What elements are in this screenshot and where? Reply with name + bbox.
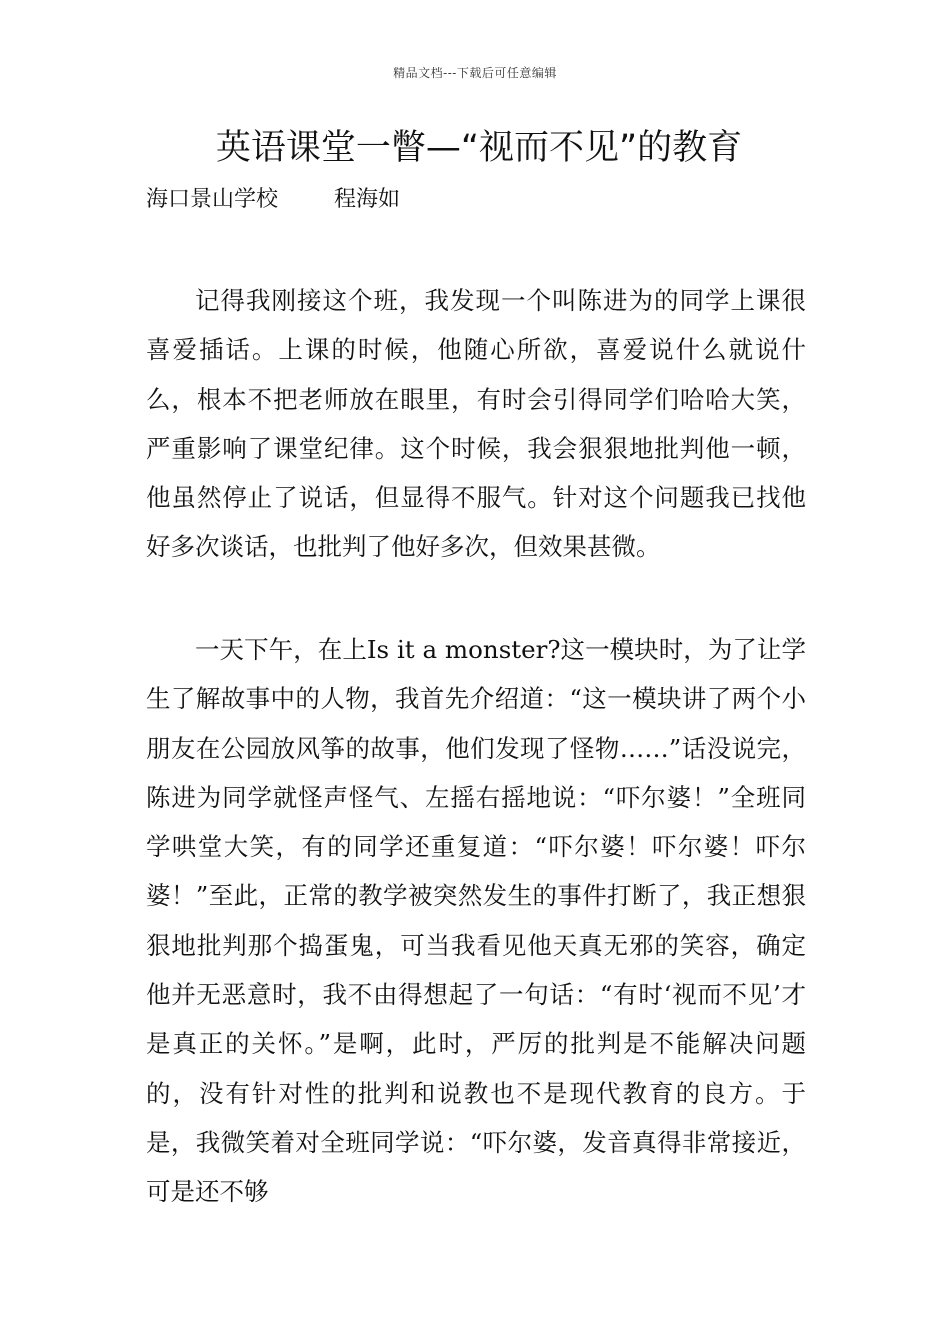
- header-note: 精品文档---下载后可任意编辑: [393, 66, 557, 80]
- paragraph-1: 记得我刚接这个班，我发现一个叫陈进为的同学上课很喜爱插话。上课的时候，他随心所欲，喜爱说什么就说什么，根本不把老师放在眼里，有时会引得同学们哈哈大笑，严重影响了课堂纪律。这个时候，我会狠狠地批判他一顿，他虽然停止了说话，但显得不服气。针对这个问题我已找他好多次谈话，也批判了他好多次，但效果甚微。: [146, 286, 806, 562]
- paragraph-2: 一天下午，在上Is it a monster?这一模块时，为了让学生了解故事中的人物，我首先介绍道：“这一模块讲了两个小朋友在公园放风筝的故事，他们发现了怪物……”话没说完，陈进为同学就怪声怪气、左摇右摇地说：“吓尔婆！”全班同学哄堂大笑，有的同学还重复道：“吓尔婆！吓尔婆！吓尔婆！”至此，正常的教学被突然发生的事件打断了，我正想狠狠地批判那个捣蛋鬼，可当我看见他天真无邪的笑容，确定他并无恶意时，我不由得想起了一句话：“有时‘视而不见’才是真正的关怀。”是啊，此时，严厉的批判是不能解决问题的，没有针对性的批判和说教也不是现代教育的良方。于是，我微笑着对全班同学说：“吓尔婆，发音真得非常接近，可是还不够: [146, 635, 806, 1207]
- author-byline: 海口景山学校 程海如: [146, 187, 400, 212]
- document-title: 英语课堂一瞥—“视而不见”的教育: [215, 128, 743, 168]
